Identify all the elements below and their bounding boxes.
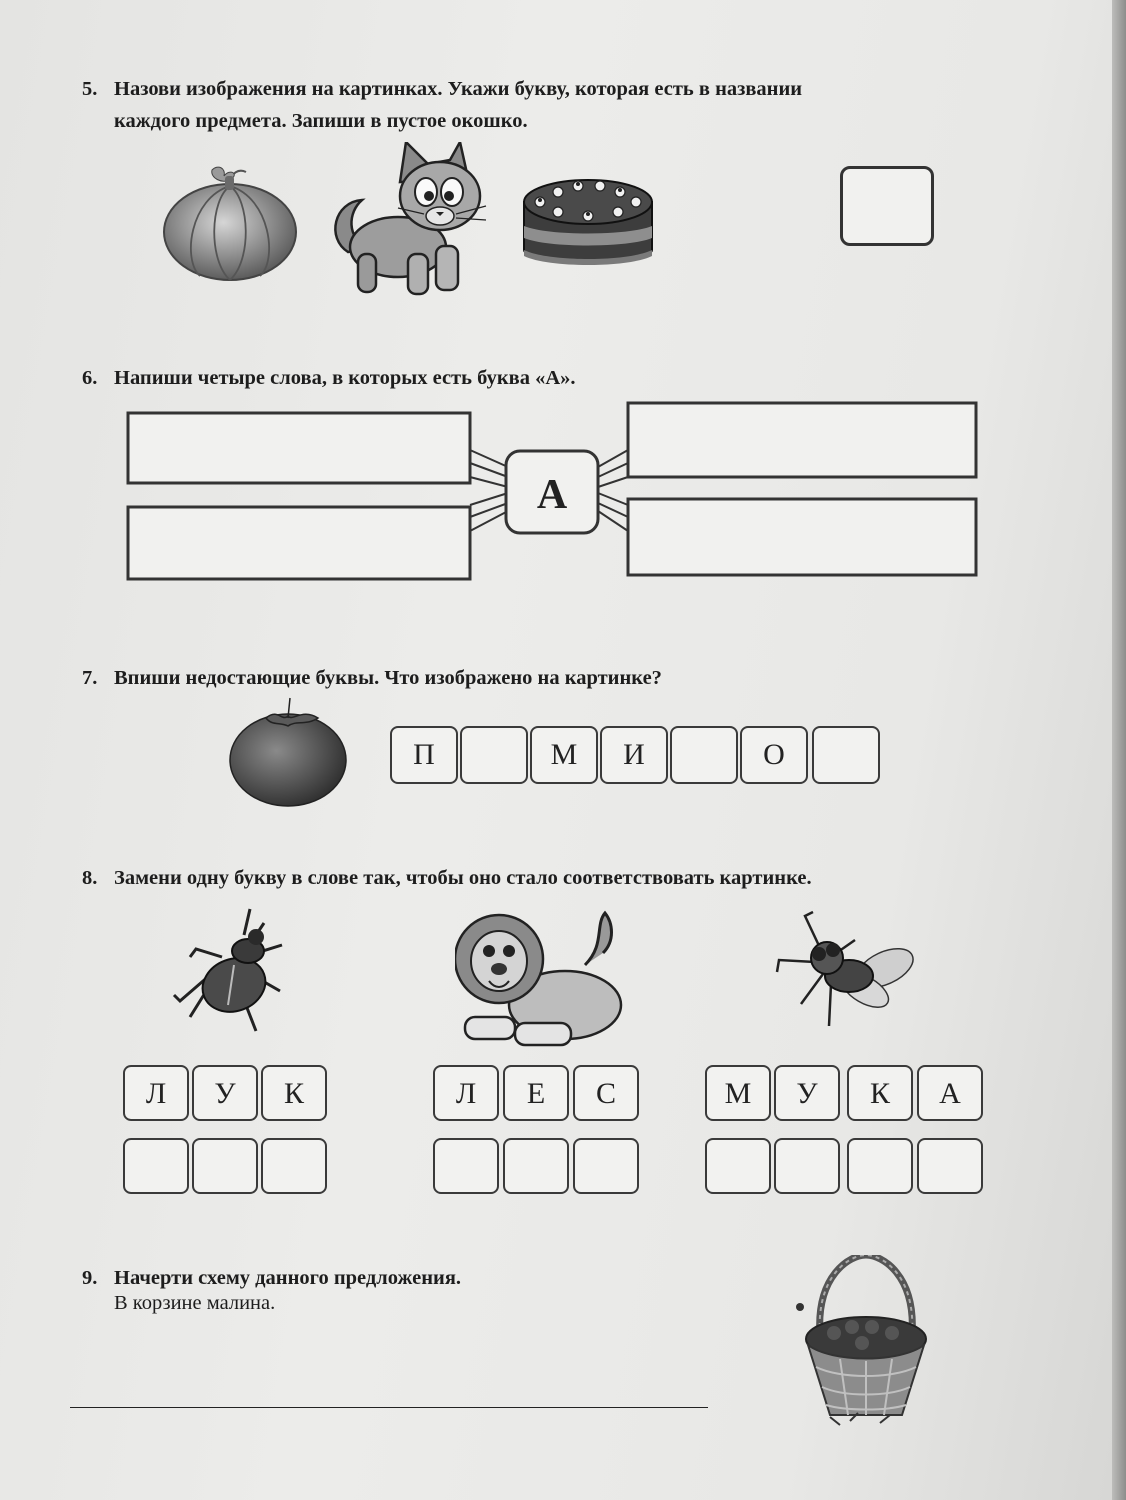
cake-picture xyxy=(518,172,658,272)
task-5-text-line2: каждого предмета. Запиши в пустое окошко. xyxy=(114,110,528,132)
task-6-word-diagram xyxy=(120,395,990,585)
task-7-letter-cell-2[interactable] xyxy=(460,726,528,784)
task-7-letter-cell-3: М xyxy=(530,726,598,784)
task-7-title xyxy=(82,662,662,694)
task-8-text: Замени одну букву в слове так, чтобы оно стало соответствовать картинке. xyxy=(114,867,812,889)
task-9-number: 9. xyxy=(82,1267,98,1289)
kitten-picture xyxy=(328,142,490,300)
task-7-letter-cell-6: О xyxy=(740,726,808,784)
task-7-letter-cell-1: П xyxy=(390,726,458,784)
task-8-word1-letter-1: Л xyxy=(123,1065,189,1121)
task-6-text: Напиши четыре слова, в которых есть буква «А». xyxy=(114,367,576,389)
task-7-letter-cell-7[interactable] xyxy=(812,726,880,784)
task-8-word1-answer-3[interactable] xyxy=(261,1138,327,1194)
task-8-word3-letter-1: М xyxy=(705,1065,771,1121)
basket-picture xyxy=(790,1255,940,1430)
center-letter: А xyxy=(536,472,568,518)
task-9-title xyxy=(82,1262,461,1294)
task-8-word3-letter-2: У xyxy=(774,1065,840,1121)
task-8-word2-letter-3: С xyxy=(573,1065,639,1121)
task-5-number: 5. xyxy=(82,78,98,100)
task-6-number: 6. xyxy=(82,367,98,389)
task-9-sentence: В корзине малина. xyxy=(114,1292,276,1314)
task-8-word3-letter-3: К xyxy=(847,1065,913,1121)
lion-picture xyxy=(455,905,625,1053)
task-8-title xyxy=(82,862,812,894)
task-8-word1-answer-1[interactable] xyxy=(123,1138,189,1194)
task-8-word1-answer-2[interactable] xyxy=(192,1138,258,1194)
task-7-text: Впиши недостающие буквы. Что изображено на картинке? xyxy=(114,667,662,689)
task-8-word3-answer-2[interactable] xyxy=(774,1138,840,1194)
task-9-text: Начерти схему данного предложения. xyxy=(114,1267,462,1289)
task-8-word2-letter-2: Е xyxy=(503,1065,569,1121)
task-8-word2-answer-3[interactable] xyxy=(573,1138,639,1194)
word-box-bottom-right[interactable] xyxy=(628,499,976,575)
fly-picture xyxy=(775,910,915,1030)
task-8-word3-answer-4[interactable] xyxy=(917,1138,983,1194)
task-7-letter-cell-5[interactable] xyxy=(670,726,738,784)
task-8-word3-answer-3[interactable] xyxy=(847,1138,913,1194)
word-box-top-right[interactable] xyxy=(628,403,976,477)
word-box-top-left[interactable] xyxy=(128,413,470,483)
task-7-letter-cell-4: И xyxy=(600,726,668,784)
task-5-text-line1: Назови изображения на картинках. Укажи букву, которая есть в названии xyxy=(114,78,803,100)
task-5-title xyxy=(82,73,1035,137)
task-8-word3-answer-1[interactable] xyxy=(705,1138,771,1194)
pumpkin-picture xyxy=(160,160,300,285)
task-8-number: 8. xyxy=(82,867,98,889)
task-8-word1-letter-3: К xyxy=(261,1065,327,1121)
task-8-word2-answer-2[interactable] xyxy=(503,1138,569,1194)
beetle-picture xyxy=(170,905,296,1035)
task-8-word3-letter-4: А xyxy=(917,1065,983,1121)
task-6-title xyxy=(82,362,576,394)
task-8-word2-answer-1[interactable] xyxy=(433,1138,499,1194)
task-9-answer-line[interactable] xyxy=(70,1407,708,1408)
task-5-answer-box[interactable] xyxy=(840,166,934,246)
page-shadow-edge xyxy=(1112,0,1126,1500)
task-7-number: 7. xyxy=(82,667,98,689)
task-8-word2-letter-1: Л xyxy=(433,1065,499,1121)
tomato-picture xyxy=(226,696,350,810)
word-box-bottom-left[interactable] xyxy=(128,507,470,579)
task-8-word1-letter-2: У xyxy=(192,1065,258,1121)
